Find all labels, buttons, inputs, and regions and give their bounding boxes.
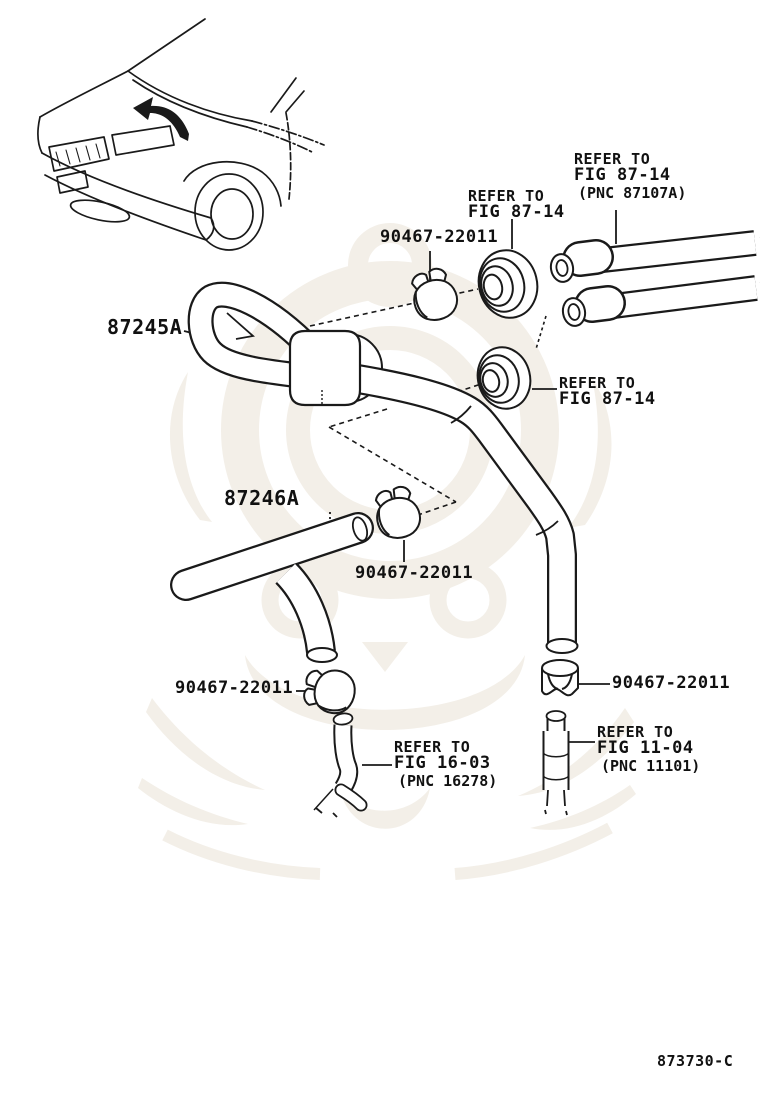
car-outline-illustration — [38, 19, 324, 250]
refer-fig-16-03 — [394, 740, 497, 789]
refer-fig-11-04 — [597, 725, 700, 774]
refer-line: REFER TO — [468, 187, 545, 205]
refer-line: (PNC 11101) — [601, 757, 701, 775]
refer-line: FIG 16-03 — [394, 753, 491, 773]
refer-line: REFER TO — [394, 738, 471, 756]
block-grommet — [290, 331, 360, 405]
label-clamp-top: 90467-22011 — [380, 227, 499, 247]
refer-line: FIG 87-14 — [559, 389, 656, 409]
refer-fig-87-14-upper — [468, 189, 565, 222]
label-clamp-middle: 90467-22011 — [355, 563, 474, 583]
refer-fig-87-14-lower — [559, 376, 656, 409]
hood-location-arrow — [133, 97, 189, 141]
label-clamp-bottom-left: 90467-22011 — [175, 678, 294, 698]
refer-fig-87-14-top — [574, 152, 686, 201]
heater-pipe-upper — [549, 243, 755, 284]
clamp-middle — [370, 484, 424, 543]
refer-line: REFER TO — [574, 150, 651, 168]
clamp-bottom-right — [542, 660, 578, 695]
label-clamp-bottom-right: 90467-22011 — [612, 673, 731, 693]
refer-line: REFER TO — [559, 374, 636, 392]
document-number: 873730-C — [657, 1052, 734, 1070]
heater-pipe-lower — [561, 288, 756, 328]
hose-open-end — [547, 639, 578, 653]
pipe-fig-11-04 — [543, 711, 569, 815]
refer-line: (PNC 16278) — [398, 772, 498, 790]
refer-line: FIG 11-04 — [597, 738, 694, 758]
refer-line: REFER TO — [597, 723, 674, 741]
label-part-87245a: 87245A — [107, 315, 183, 339]
refer-line: FIG 87-14 — [574, 165, 671, 185]
refer-line: FIG 87-14 — [468, 202, 565, 222]
refer-line: (PNC 87107A) — [578, 184, 687, 202]
branch-open-end — [307, 648, 337, 662]
label-part-87246a: 87246A — [224, 486, 300, 510]
